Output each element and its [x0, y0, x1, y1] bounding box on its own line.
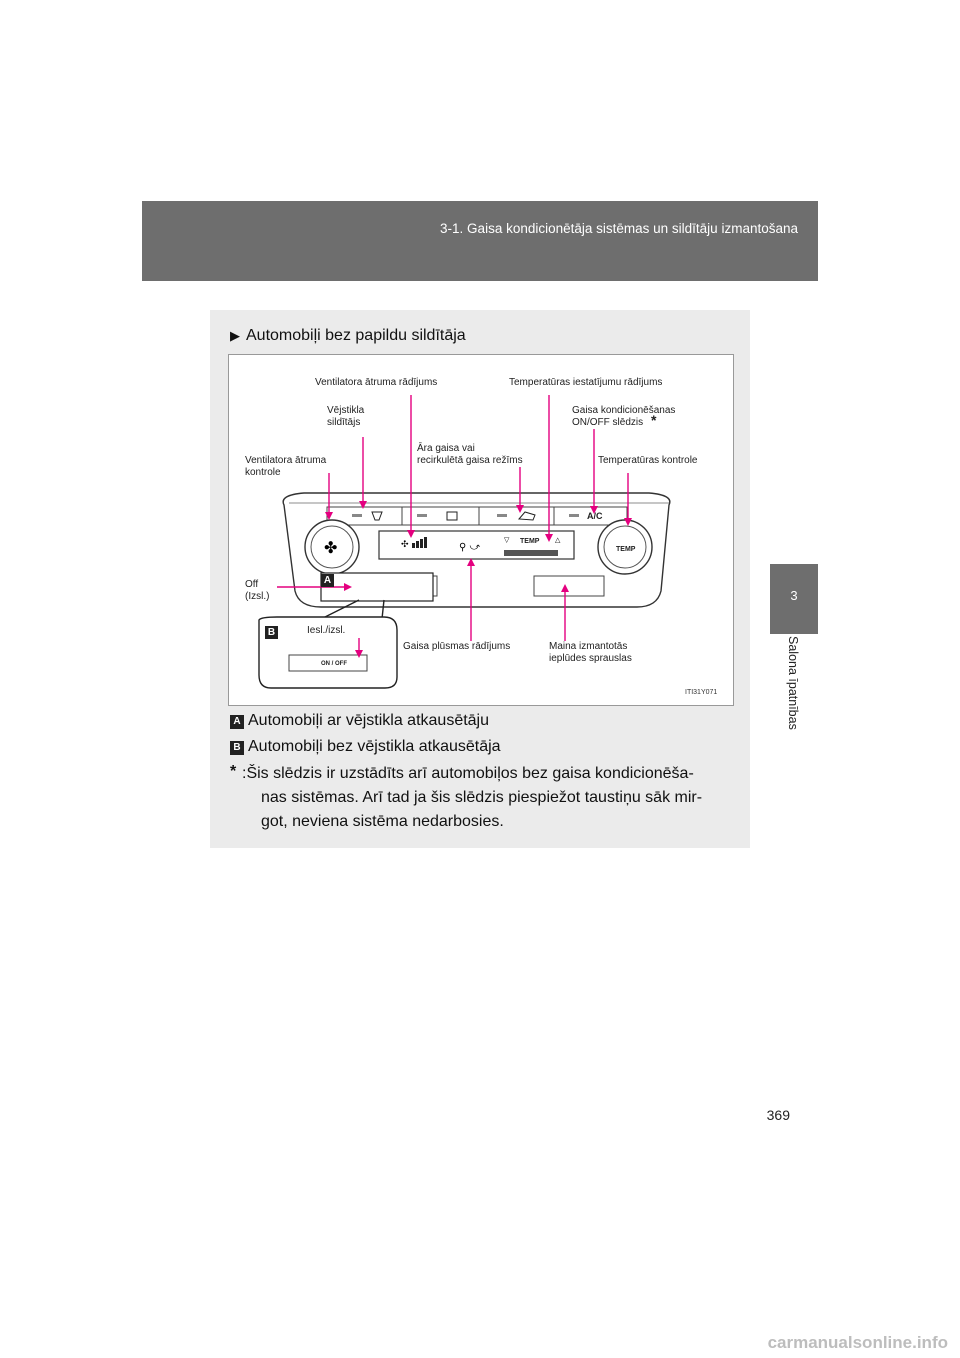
- ac-button-text: A/C: [587, 511, 603, 521]
- note-a-badge: A: [230, 715, 244, 729]
- chapter-tab: [770, 564, 818, 634]
- note-b-badge: B: [230, 741, 244, 755]
- svg-text:⚲ ⤻: ⚲ ⤻: [459, 542, 481, 553]
- watermark: carmanualsonline.info: [767, 1333, 948, 1352]
- svg-text:✤: ✤: [324, 538, 338, 557]
- note-star-line-2: nas sistēmas. Arī tad ja šis slēdzis piespiežot taustiņu sāk mir-: [261, 789, 703, 806]
- on-off-button-text: ON / OFF: [321, 661, 347, 667]
- panel-heading-text: Automobiļi bez papildu sildītāja: [246, 327, 466, 344]
- svg-text:△: △: [555, 536, 561, 544]
- label-windshield-heater: Vējstikla sildītājs: [327, 405, 365, 428]
- note-a-text: Automobiļi ar vējstikla atkausētāju: [248, 712, 490, 729]
- display-temp-text: TEMP: [520, 538, 540, 545]
- label-ac-switch: Gaisa kondicionēšanas ON/OFF slēdzis: [572, 405, 676, 428]
- svg-text:✣: ✣: [401, 540, 409, 550]
- badge-a: A: [321, 574, 334, 587]
- label-vent-change: Maina izmantotās ieplūdes sprauslas: [549, 641, 632, 664]
- figure-code: ITI31Y071: [685, 689, 718, 696]
- svg-text:▽: ▽: [504, 536, 510, 544]
- label-temp-control: Temperatūras kontrole: [598, 455, 698, 466]
- header-title: 3-1. Gaisa kondicionētāja sistēmas un sildītāju izmantošana: [440, 221, 798, 236]
- chapter-label: [782, 636, 804, 760]
- label-fan-speed-control: Ventilatora ātruma kontrole: [245, 455, 327, 478]
- note-star-line-3: got, neviena sistēma nedarbosies.: [261, 813, 504, 830]
- note-star-line-1: :Šis slēdzis ir uzstādīts arī automobiļos bez gaisa kondicionēša-: [242, 765, 694, 782]
- triangle-right-icon: ▶: [230, 328, 240, 343]
- note-star-symbol: *: [230, 763, 237, 780]
- temp-knob-text: TEMP: [616, 546, 636, 553]
- label-temp-setting-display: Temperatūras iestatījumu rādījums: [509, 377, 663, 388]
- note-b: [230, 738, 501, 756]
- header-bar: [142, 201, 818, 281]
- panel-heading: [230, 327, 466, 345]
- climate-control-figure: [228, 354, 734, 706]
- note-b-text: Automobiļi bez vējstikla atkausētāja: [248, 738, 501, 755]
- label-outside-air-mode: Āra gaisa vai recirkulētā gaisa režīms: [417, 443, 523, 466]
- page-number: 369: [766, 1107, 790, 1123]
- chapter-label-text: Salona īpatnības: [786, 636, 800, 730]
- chapter-number: 3: [790, 588, 798, 603]
- label-ac-switch-star: *: [651, 412, 657, 428]
- info-panel: [210, 310, 750, 848]
- badge-b: B: [265, 626, 278, 639]
- label-off: Off (Izsl.): [245, 579, 270, 602]
- note-a: [230, 712, 489, 730]
- label-fan-speed-display: Ventilatora ātruma rādījums: [315, 377, 438, 388]
- label-airflow-display: Gaisa plūsmas rādījums: [403, 641, 511, 652]
- label-on-off: Iesl./izsl.: [307, 625, 346, 636]
